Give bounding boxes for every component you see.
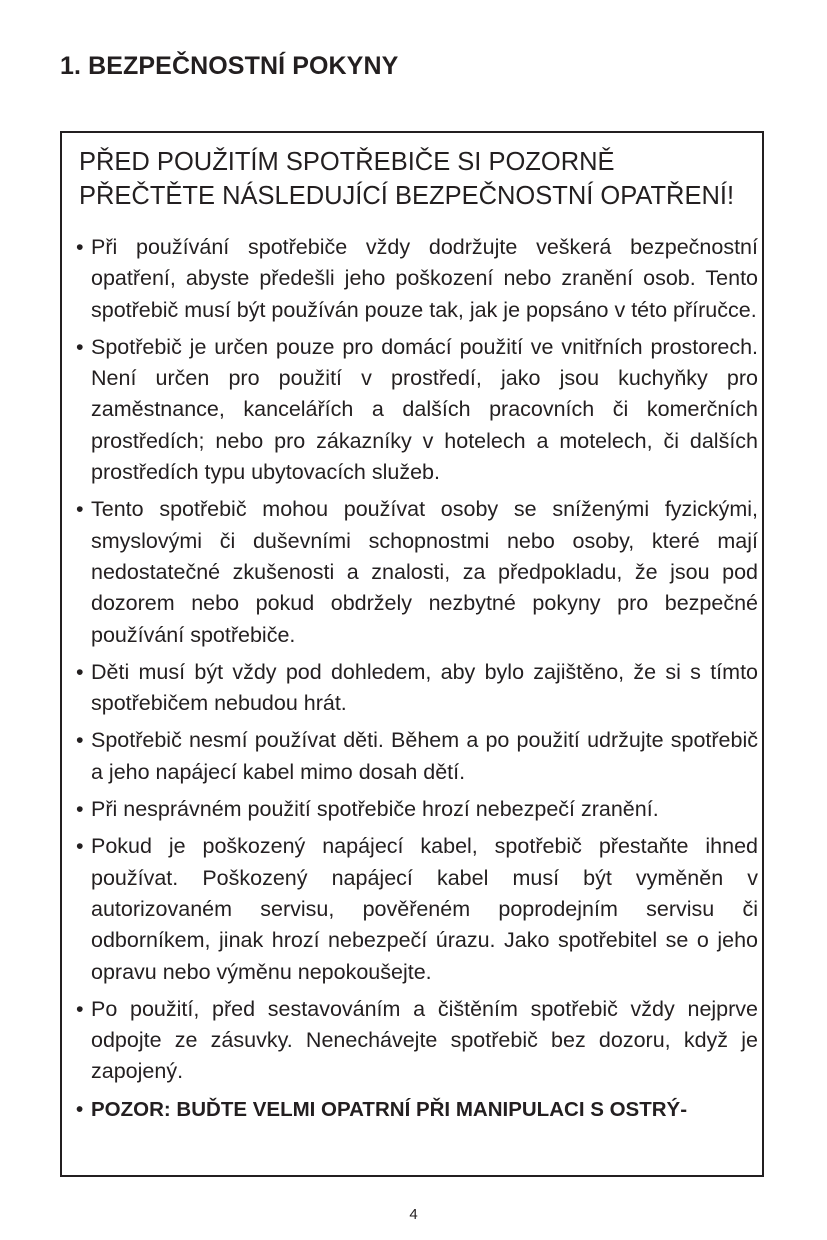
safety-box bbox=[60, 131, 764, 1177]
bullet: • bbox=[76, 996, 84, 1021]
section-heading: 1. BEZPEČNOSTNÍ POKYNY bbox=[60, 52, 399, 80]
item-text: Spotřebič nesmí používat děti. Během a po použití udržujte spotřebič a jeho napájecí kabel mimo dosah dětí. bbox=[91, 728, 758, 784]
safety-list bbox=[74, 232, 758, 1131]
bullet: • bbox=[76, 235, 84, 259]
list-item bbox=[74, 994, 758, 1088]
bullet: • bbox=[76, 728, 84, 753]
item-text: Při nesprávném použití spotřebiče hrozí nebezpečí zranění. bbox=[91, 797, 659, 822]
item-text: Pokud je poškozený napájecí kabel, spotřebič přestaňte ihned používat. Poškozený napájecí kabel musí být vyměněn v autorizovaném servisu, pověřeném poprodejním servisu či odborníkem, jinak hrozí nebezpečí úrazu. Jako spotřebitel se o jeho opravu nebo výměnu nepokoušejte. bbox=[91, 834, 758, 984]
list-item bbox=[74, 232, 758, 326]
list-item bbox=[74, 657, 758, 720]
item-text: POZOR: BUĎTE VELMI OPATRNÍ PŘI MANIPULACI S OSTRÝ- bbox=[91, 1097, 688, 1121]
item-text: Tento spotřebič mohou používat osoby se sníženými fyzickými, smyslovými či duševními schopnostmi nebo osoby, které mají nedostatečné zkušenosti a znalosti, za předpokladu, že jsou pod dozorem nebo pokud obdržely nezbytné pokyny pro bezpečné používání spotřebiče. bbox=[91, 497, 758, 647]
item-text: Po použití, před sestavováním a čištěním spotřebič vždy nejprve odpojte ze zásuvky. Nenechávejte spotřebič bez dozoru, když je zapojený. bbox=[91, 996, 758, 1084]
bullet: • bbox=[76, 497, 84, 522]
bullet: • bbox=[76, 797, 84, 822]
warning-title: PŘED POUŽITÍM SPOTŘEBIČE SI POZORNĚ PŘEČTĚTE NÁSLEDUJÍCÍ BEZPEČNOSTNÍ OPATŘENÍ! bbox=[79, 148, 735, 210]
list-item-warning bbox=[74, 1094, 758, 1125]
list-item bbox=[74, 794, 758, 825]
bullet: • bbox=[76, 1097, 84, 1121]
list-item bbox=[74, 725, 758, 788]
bullet: • bbox=[76, 659, 84, 684]
list-item bbox=[74, 831, 758, 987]
page-number: 4 bbox=[409, 1206, 418, 1223]
list-item bbox=[74, 332, 758, 488]
item-text: Při používání spotřebiče vždy dodržujte veškerá bezpečnostní opatření, abyste předešli jeho poškození nebo zranění osob. Tento spotřebič musí být používán pouze tak, jak je popsáno v této příručce. bbox=[91, 235, 758, 322]
list-item bbox=[74, 494, 758, 650]
bullet: • bbox=[76, 834, 84, 859]
item-text: Děti musí být vždy pod dohledem, aby bylo zajištěno, že si s tímto spotřebičem nebudou hrát. bbox=[91, 659, 758, 716]
bullet: • bbox=[76, 334, 84, 359]
item-text: Spotřebič je určen pouze pro domácí použití ve vnitřních prostorech. Není určen pro použití v prostředí, jako jsou kuchyňky pro zaměstnance, kancelářích a dalších pracovních či komerčních prostředích; nebo pro zákazníky v hotelech a motelech, či dalších prostředích typu ubytovacích služeb. bbox=[91, 334, 758, 485]
